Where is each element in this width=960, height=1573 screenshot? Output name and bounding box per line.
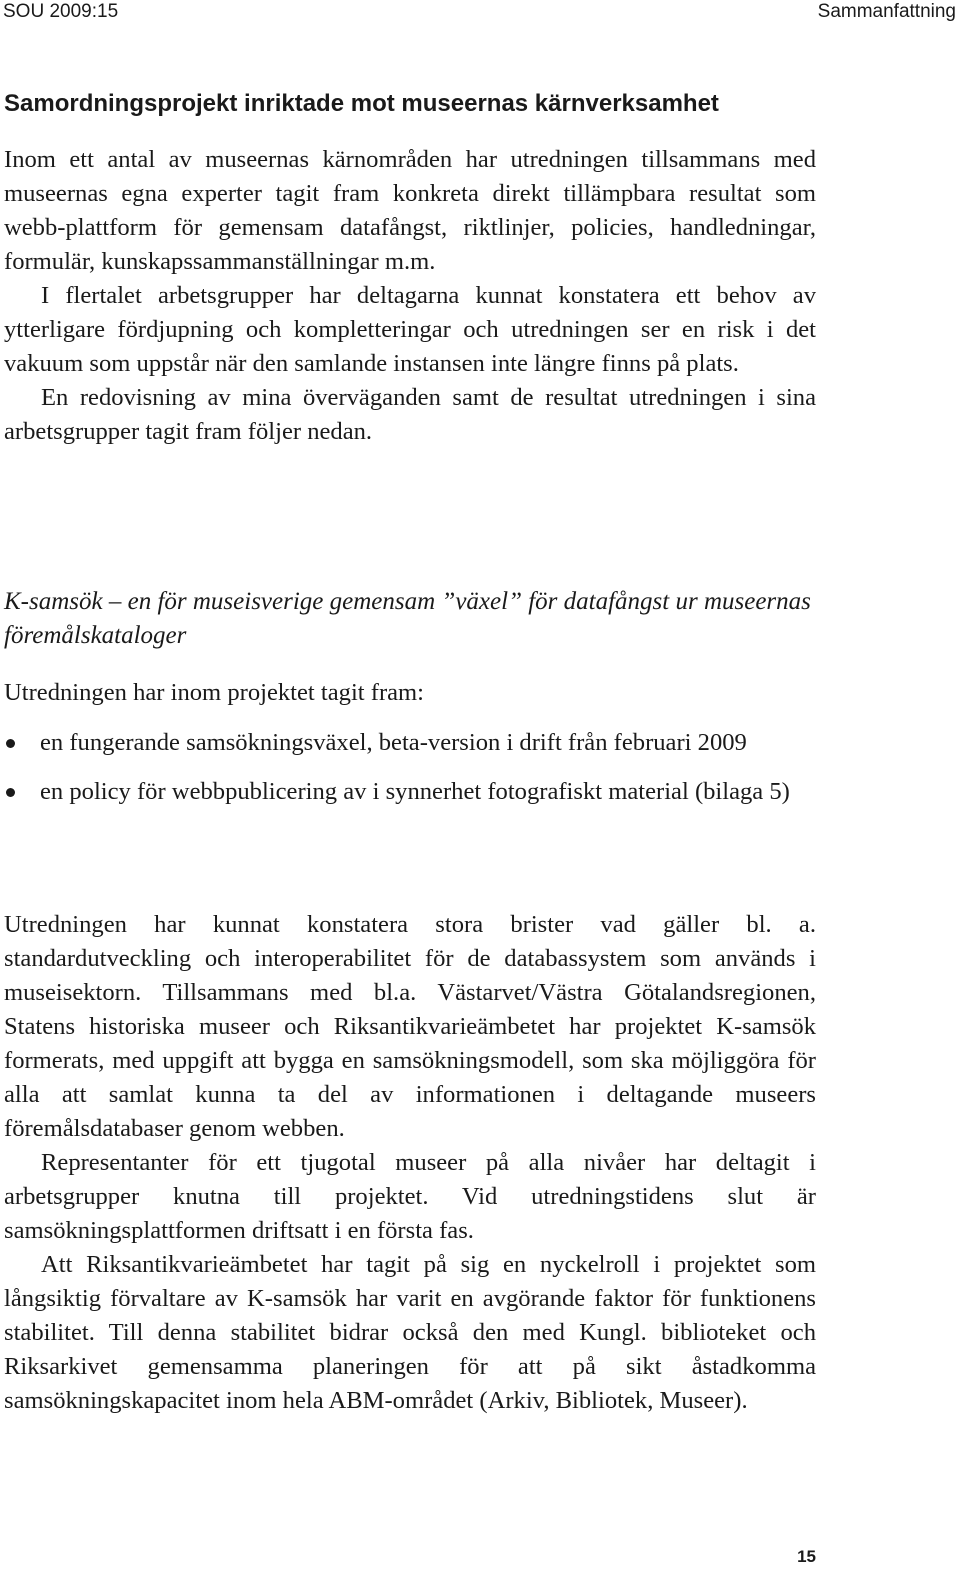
intro-paragraph: Utredningen har inom projektet tagit fram:	[4, 679, 425, 706]
page-number: 15	[797, 1547, 816, 1566]
running-header-chapter: Sammanfattning	[817, 1, 956, 22]
section-body	[4, 143, 816, 449]
list-item	[4, 775, 816, 809]
body-paragraph: Utredningen har kunnat konstatera stora brister vad gäller bl. a. standardutveckling och interoperabilitet för de databassystem som används i museisektorn. Tillsammans med bl.a. Västarvet/Västra Götalandsregionen, Statens historiska museer och Riksantikvarieämbetet har projektet K-samsök formerats, med uppgift att bygga en samsökningsmodell, som ska möjliggöra för alla att samlat kunna ta del av informationen i deltagande museers föremålsdatabaser genom webben.	[4, 911, 816, 1142]
list-item-text: en policy för webbpublicering av i synnerhet fotografiskt material (bilaga 5)	[40, 778, 790, 805]
subsection-heading: K-samsök – en för museisverige gemensam ”växel” för datafångst ur museernas föremålskataloger	[4, 588, 811, 649]
bullet-icon	[6, 739, 15, 748]
bullet-list	[4, 726, 816, 809]
running-header-report-id: SOU 2009:15	[3, 1, 119, 22]
subsection-body	[4, 908, 816, 1418]
body-paragraph: En redovisning av mina överväganden samt de resultat utredningen i sina arbetsgrupper tagit fram följer nedan.	[4, 384, 816, 445]
section-heading: Samordningsprojekt inriktade mot museernas kärnverksamhet	[4, 90, 719, 117]
bullet-icon	[6, 788, 15, 797]
body-paragraph: Inom ett antal av museernas kärnområden har utredningen tillsammans med museernas egna experter tagit fram konkreta direkt tillämpbara resultat som webb-plattform för gemensam datafångst, riktlinjer, policies, handledningar, formulär, kunskapssammanställningar m.m.	[4, 146, 816, 275]
list-item	[4, 726, 816, 760]
body-paragraph: Att Riksantikvarieämbetet har tagit på sig en nyckelroll i projektet som långsiktig förvaltare av K-samsök har varit en avgörande faktor för funktionens stabilitet. Till denna stabilitet bidrar också den med Kungl. biblioteket och Riksarkivet gemensamma planeringen för att på sikt åstadkomma samsökningskapacitet inom hela ABM-området (Arkiv, Bibliotek, Museer).	[4, 1251, 816, 1414]
body-paragraph: I flertalet arbetsgrupper har deltagarna kunnat konstatera ett behov av ytterligare fördjupning och kompletteringar och utredningen ser en risk i det vakuum som uppstår när den samlande instansen inte längre finns på plats.	[4, 282, 816, 377]
list-item-text: en fungerande samsökningsväxel, beta-version i drift från februari 2009	[40, 729, 747, 756]
body-paragraph: Representanter för ett tjugotal museer på alla nivåer har deltagit i arbetsgrupper knutna till projektet. Vid utredningstidens slut är samsökningsplattformen driftsatt i en första fas.	[4, 1149, 816, 1244]
subsection-intro	[4, 676, 816, 710]
